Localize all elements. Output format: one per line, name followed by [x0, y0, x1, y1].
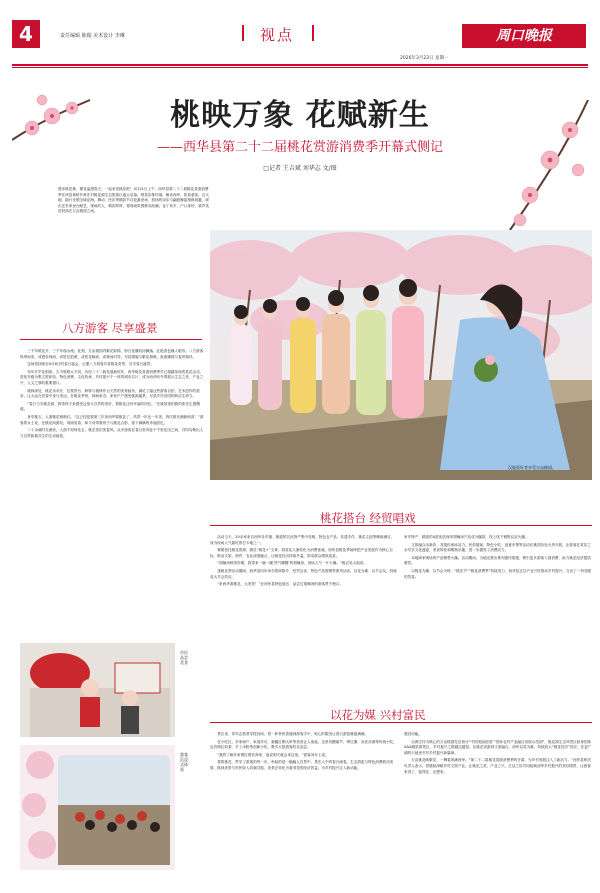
hero-photo-hanfu-women-in-peach-orchard: [210, 230, 592, 480]
page-number: 4: [12, 20, 40, 48]
section3-column-a: [210, 732, 397, 774]
section3-heading: 以花为媒 兴村富民: [330, 708, 426, 722]
photo1-caption: 市民品尝美食: [180, 650, 188, 665]
section2-column-b: [404, 535, 592, 582]
paragraph: 三千年桃花开，三千年瑞水流。此刻，万亩桃园内繁花似锦，粉白花瓣轻扬飘落，红艳香色撞人眼帘。八方游客络绎而来，或漫步林间，或驻足拍照，或依花畅叙，或林间对弈，尽赏旖旎与繁花相映，致意缠绵与春风相伴。: [20, 349, 204, 359]
paragraph: 活动当天，20余家来自西华各乡镇、街道的名优特产集中亮相，特色农产品、非遗手作、桃花文创等琳琅满目，成为现场人气最旺的打卡地之一。: [210, 535, 395, 545]
paragraph: 景区里，青年志愿者穿梭其间，将一杯杯热茶递到游客手中，贴心的服务让春日游览暖意满满。: [217, 732, 369, 736]
paragraph: 紧紧依托桃花资源，做足“桃花+”文章，将赏花人流转化为消费客流。西华县桃花季始终把产业发展作为核心目标，推动文旅、商贸、农业深度融合，让桃花经济持续升温，带动群众增收致富。: [210, 548, 393, 558]
newspaper-logo: 周口晚报: [462, 24, 586, 48]
paragraph: 着的桃花，贯穿了游客的每一步，串起的是一幅幅人在景中、景在人中的春日画卷。生态游览与特色消费联动发展、桃林美景与村民收入同频共振，美景正转化为看得见的经济效益，为乡村振兴注入新动能。: [210, 760, 394, 770]
article-intro: 漫步桃花林，撷花溢漫春天，一起来赏桃花吧！3月21日上午，西华县第二十二届桃花赏游消费季在该县黄桥乡黄庄村桃花源生态旅游区盛大启幕。观赏彩排环境，畅谈西华，知春意浓。过大地，踏行光照全域花海。舞动、民乐等精彩节目轮番登场，悠扬的诗乐与翩跹舞姿相映成趣，演出艺术家登台献艺，现场的人、喝彩阵阵，将现场氛围推向高潮。金丁家乡、户口身份，欢声笑语回荡在万亩桃园之间。: [58, 187, 209, 214]
paragraph: 年年岁岁花相似，古今娱娱大不同。历经二十二载发展新钦作，西华桃花赏游消费季早已超越单纯的赏花活动，进化升级为集文旅体验、特色消费、文化传承、乡村振兴于一体的城市名片，成为西华向外界展示生态之美、产业之兴、人文之厚的重要窗口。: [20, 369, 204, 385]
section3-rule: [210, 722, 592, 723]
paragraph: “春日与芳桃花源，我带孩子来感受这里大自然的美好，看桃花这份幸福的回忆。”在桃园里拍照的张先生感慨道。: [20, 401, 200, 412]
photo2-caption: 游客沉浸式体验: [180, 752, 188, 772]
paragraph: “来西华看桃花，大美景！”在西华县特色展区，品尝过胡辣汤的游客赞不绝口。: [217, 582, 344, 587]
section1-rule: [20, 339, 202, 340]
paragraph: 以黄庄村为核心的万亩桃园先后获评“中国美丽田园”“国家农村产业融合发展示范园”，桃花源生态风景区跻身国家AAA级旅游景区，乡村振兴之路越走越宽。从桃花赏游到文旅融合，西华以花为媒，持续放大“桃花经济”效应，在更广阔的天地里书写乡村振兴新篇章。: [404, 739, 592, 755]
header-rule: [12, 64, 588, 66]
section2-rule: [210, 525, 592, 526]
paragraph: 逢桃花季活动期间，西华县同步举办招商推介、经贸洽谈、特色产品展销等系列活动，以花为媒、以节会友，持续放大节会效应。: [210, 568, 397, 579]
paragraph: 家乡特产，精选的4款优质西华胡辣汤产品成为爆款，线上线下销售双双火爆。: [404, 535, 529, 539]
section-divider-left: [242, 25, 244, 41]
photo-food-stall: [20, 643, 175, 737]
paragraph: 在小吃区，多家商户、家庭作坊、新疆红柳大串等美食让人垂涎。这里有糖葫芦、烤红薯、凉皮凉面等传统小吃，也有网红奶茶、手工冰粉等创新小吃，吸引大批游客驻足品尝。: [210, 739, 397, 750]
peach-blossom-decoration-right: [500, 100, 590, 240]
paragraph: 万亩桃花映繁花，一樽春风满西华。“第二十二届桃花赏游消费季的开幕，为乡村发展注入了新活力。”西华县相关负责人表示，将继续深耕乡村文旅产业，让桃花之美、产业之兴、生活之好共同绘就西华乡村振兴的美好图景，让游客来得了、留得住、还想来。: [404, 758, 592, 774]
section1-heading: 八方游客 尽享盛景: [62, 321, 158, 335]
article-headline: 桃映万象 花赋新生: [170, 98, 430, 133]
paragraph: 身穿桃衣，人面桃花相映红。“这已经是我第三次来西华看桃花了，风景一年比一年美，每次都充满新惊喜！”游客郑女士说，在桃花间游玩，现场赏春，和父母带着孩子与桃花合影，留下满满的幸福回忆。: [20, 414, 204, 425]
section2-heading: 桃花搭台 经贸唱戏: [320, 511, 416, 525]
editor-credits: 责任编辑 陈俊 美术设计 李琳: [60, 33, 125, 39]
photo-crowd-with-blossoms: [20, 745, 175, 870]
header-rule-thin: [12, 67, 588, 68]
paragraph: 本地商家现场的产品销售火爆。活动期间，当地还推出系列惠民措施，吸引更多游客入园消费，助力桃花经济提质增效。: [404, 555, 591, 566]
paragraph: 桃林深处，桃花朵朵开，往观景台、跨桥与桃林作为天然的美背画布，满足了踏这些游客自拍、艺术创作的需求。让大众在赏春中身与美达，在桃花季里，林间举办，家家户户感受桃源盛景，尽是乡村田园的鲜活生命力。: [20, 388, 200, 399]
paragraph: 文旅融合出新彩，非遗传承添活力。民俗展演、特色小吃、创意市集等活动在桃园各处火热开展，让游客在赏花之余尽享文化盛宴、美食体验和购物乐趣，进一步激发了消费活力。: [404, 542, 591, 553]
peach-blossom-decoration-left: [12, 80, 92, 150]
issue-date: 2026年3月23日 星期一: [400, 56, 449, 61]
section-title: 视点: [260, 26, 295, 44]
article-byline: □记者 王吉斌 刘华志 文/图: [263, 165, 337, 172]
section3-column-b: [404, 732, 592, 777]
paragraph: 二十余载时光流转，人面不知何处去，桃花依旧笑春风。众多游客在春日里奔赴于千里花田之间，共同勾勒出人与自然和谐共生的生动画卷。: [20, 428, 204, 438]
article-subheadline: ——西华县第二十二届桃花赏游消费季开幕式侧记: [156, 140, 443, 155]
paragraph: 这场将持续至4月6日的春日盛会，正邀八方游客共赏桃花奇景，尽享春日盛景。: [27, 362, 154, 367]
paragraph: “我的了解多家网红餐饮商家，他说明天就会来这里。”游客刘女士说。: [217, 752, 329, 757]
paragraph: 以桃花为媒、以节会为桥，“桃花节”“桃花消费季”持续发力，西华县正以产业兴旺推动乡村振兴，交出了一份亮眼的答卷。: [404, 568, 592, 579]
paragraph: 强劲动能。: [404, 732, 422, 736]
hero-photo-caption: 汉服爱好者享受万亩桃园。: [508, 465, 556, 470]
section-divider-right: [312, 25, 314, 41]
section1-body: [20, 349, 204, 441]
section2-column-a: [210, 535, 397, 590]
paragraph: “胡辣汤鲜美好喝，我带来一碗一碗‘热气腾腾’的胡辣汤，现场人气一片火爆。”桃农吴大姐说。: [217, 561, 367, 566]
